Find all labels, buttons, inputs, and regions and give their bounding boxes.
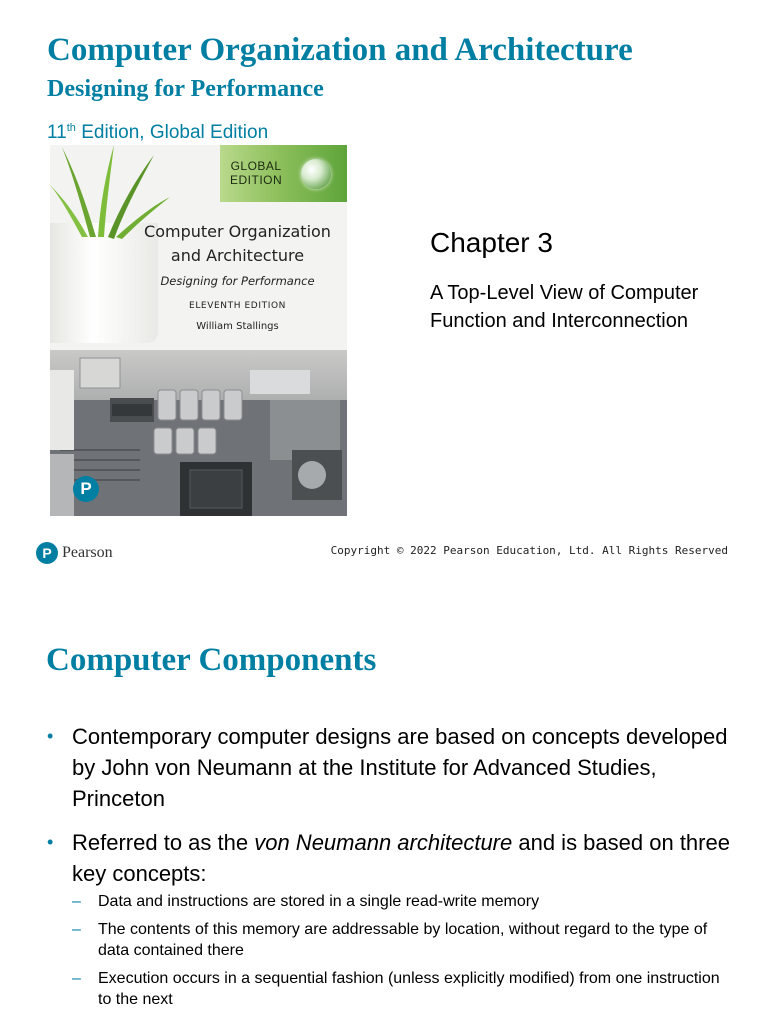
sub-bullet-item: – Execution occurs in a sequential fashion (unless explicitly modified) from one instruction to the next — [72, 968, 735, 1010]
cover-pearson-logo-icon: P — [73, 476, 99, 502]
book-title: Computer Organization and Architecture — [47, 32, 633, 68]
pearson-wordmark: Pearson — [62, 544, 113, 561]
pearson-logo-icon: P — [36, 542, 58, 564]
sub-bullet-item: – Data and instructions are stored in a single read-write memory — [72, 891, 735, 912]
edition-text: Edition, Global Edition — [75, 122, 269, 143]
cover-author: William Stallings — [196, 321, 279, 332]
bullet-list — [45, 721, 735, 1023]
cover-edition: ELEVENTH EDITION — [189, 301, 286, 311]
circuit-board-image — [50, 350, 347, 516]
sub-bullet-list — [72, 891, 735, 1010]
cover-title-line-2: and Architecture — [170, 246, 305, 265]
bullet-item-2 — [45, 827, 735, 1010]
global-edition-text — [230, 159, 282, 187]
badge-line-1: GLOBAL — [230, 159, 282, 173]
cover-subtitle: Designing for Performance — [160, 274, 315, 288]
bullet-2-text-start: Referred to as the — [72, 830, 255, 855]
pearson-logo — [36, 541, 113, 565]
edition-line — [47, 116, 268, 145]
bullet-2-text-end: and is based on three key concepts: — [72, 830, 730, 886]
global-edition-badge — [220, 145, 347, 202]
slide-title: Computer Components — [46, 642, 377, 678]
cover-title-line-1: Computer Organization — [144, 222, 331, 241]
book-subtitle: Designing for Performance — [47, 76, 324, 102]
edition-number: 11 — [47, 122, 67, 143]
content-slide — [0, 576, 768, 1024]
book-cover — [50, 145, 347, 516]
badge-line-2: EDITION — [230, 173, 283, 187]
edition-suffix: th — [66, 122, 76, 134]
bullet-item-1: • Contemporary computer designs are based on concepts developed by John von Neumann at the Institute for Advanced Studies, Princeton — [45, 721, 735, 814]
bullet-2-emphasis: von Neumann architecture — [254, 830, 513, 855]
chapter-subtitle: A Top-Level View of Computer Function and Interconnection — [430, 282, 699, 332]
sub-bullet-item: – The contents of this memory are addressable by location, without regard to the type of data contained there — [72, 919, 735, 961]
copyright-notice: Copyright © 2022 Pearson Education, Ltd. All Rights Reserved — [330, 544, 728, 557]
chapter-heading: Chapter 3 — [430, 227, 553, 258]
globe-icon — [301, 159, 331, 189]
